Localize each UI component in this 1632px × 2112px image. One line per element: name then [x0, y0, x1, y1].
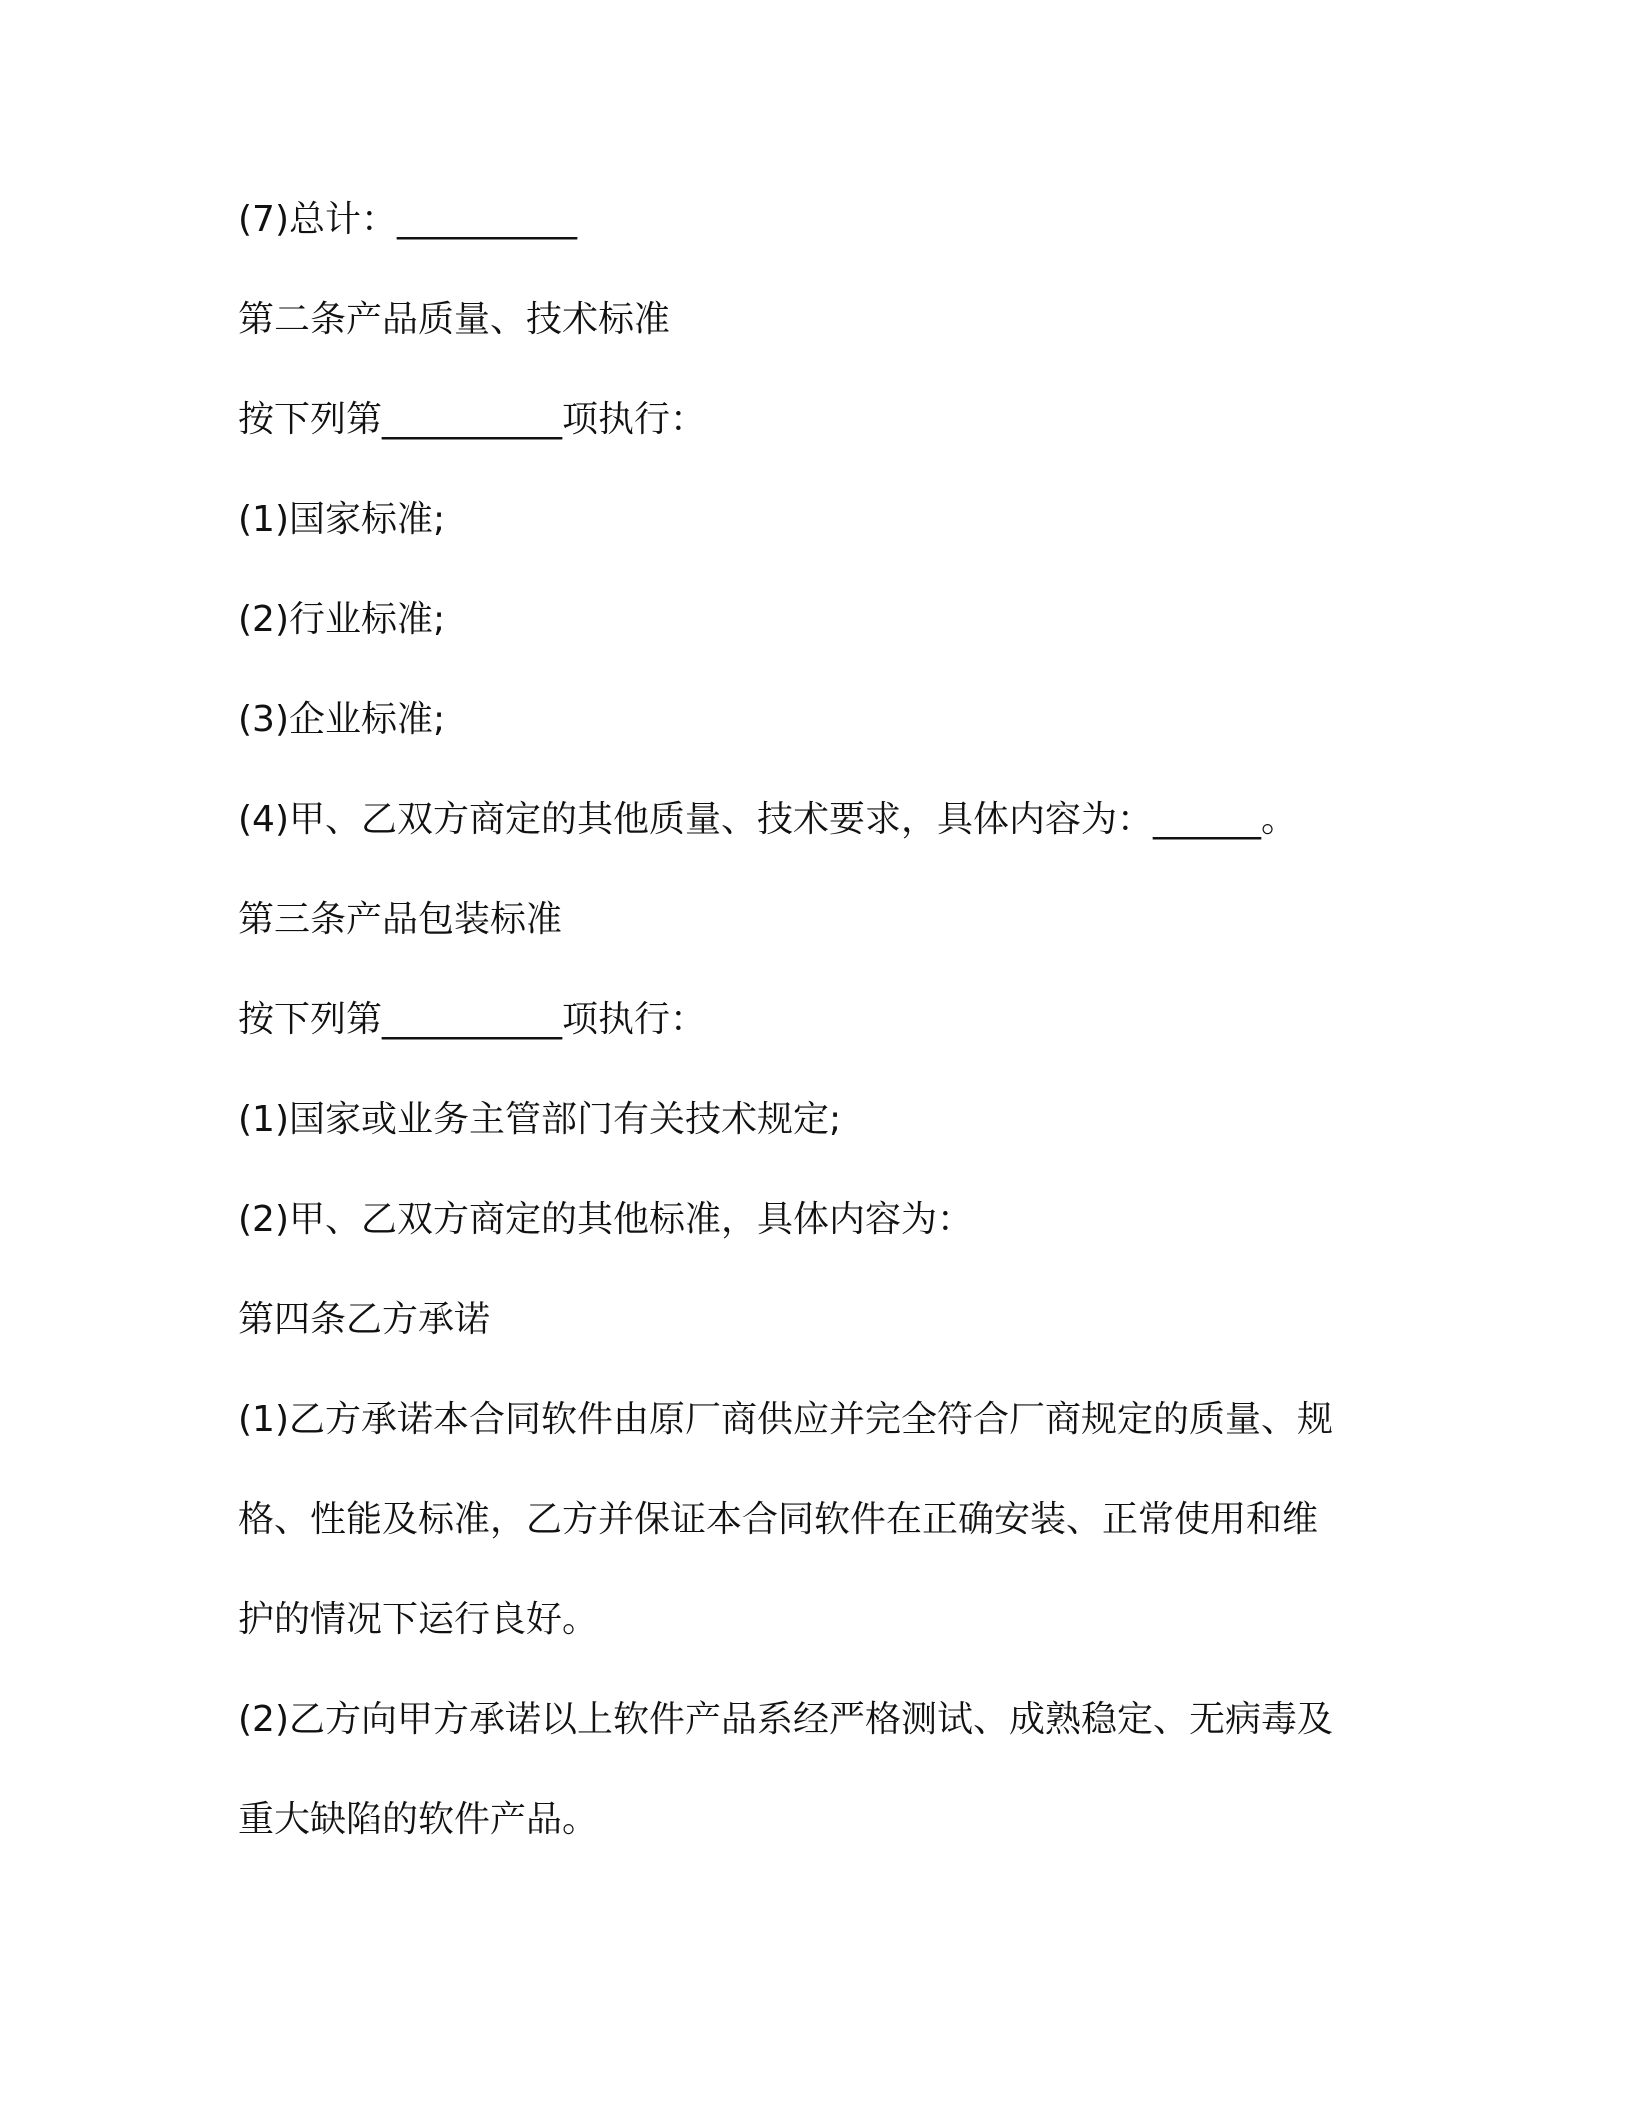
quality-option-other: (4)甲、乙双方商定的其他质量、技术要求，具体内容为：______。 [238, 799, 1297, 840]
section-heading-packaging: 第三条产品包装标准 [238, 899, 563, 940]
section-heading-quality: 第二条产品质量、技术标准 [238, 299, 671, 340]
commitment-2-line-2: 重大缺陷的软件产品。 [238, 1799, 599, 1840]
commitment-1-line-1: (1)乙方承诺本合同软件由原厂商供应并完全符合厂商规定的质量、规 [238, 1399, 1333, 1440]
packaging-option-national: (1)国家或业务主管部门有关技术规定; [238, 1099, 842, 1140]
section-heading-commitment: 第四条乙方承诺 [238, 1299, 491, 1340]
quality-option-national: (1)国家标准; [238, 499, 446, 540]
quality-option-industry: (2)行业标准; [238, 599, 446, 640]
instruction-line-quality: 按下列第__________项执行： [238, 399, 707, 440]
commitment-1-line-3: 护的情况下运行良好。 [238, 1599, 599, 1640]
total-line: (7)总计：__________ [238, 199, 577, 240]
commitment-1-line-2: 格、性能及标准，乙方并保证本合同软件在正确安装、正常使用和维 [238, 1499, 1319, 1540]
instruction-line-packaging: 按下列第__________项执行： [238, 999, 707, 1040]
packaging-option-other: (2)甲、乙双方商定的其他标准，具体内容为： [238, 1199, 973, 1240]
quality-option-enterprise: (3)企业标准; [238, 699, 446, 740]
commitment-2-line-1: (2)乙方向甲方承诺以上软件产品系经严格测试、成熟稳定、无病毒及 [238, 1699, 1333, 1740]
